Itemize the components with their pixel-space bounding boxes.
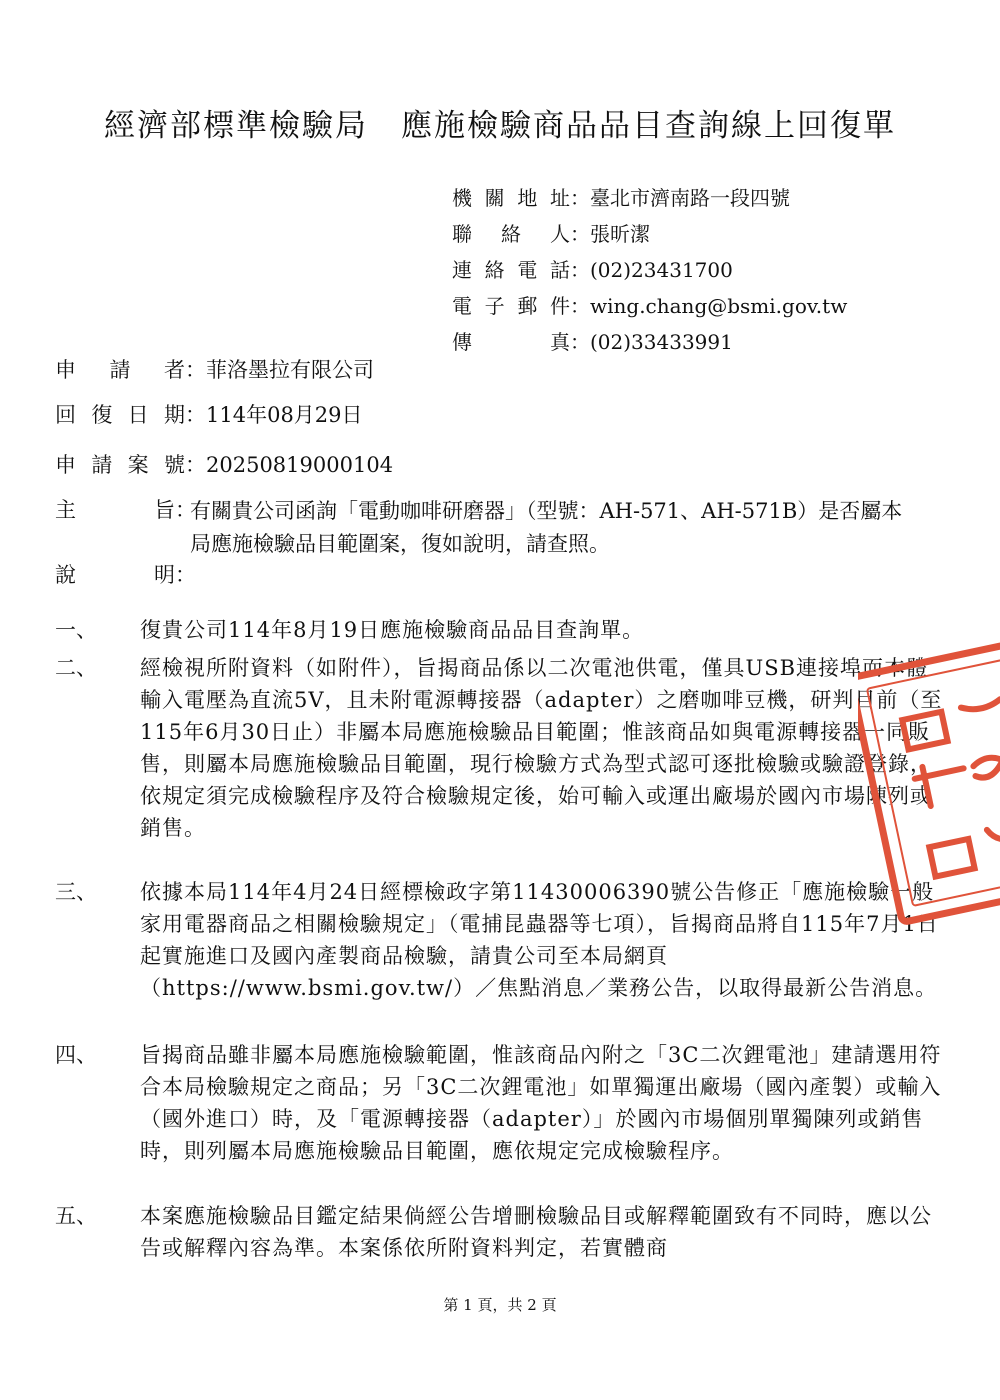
- subject-colon: ：: [175, 498, 196, 522]
- page-number: 第 1 頁，共 2 頁: [443, 1296, 557, 1314]
- contact-value: ：wing.chang@bsmi.gov.tw: [570, 294, 848, 318]
- contact-label: 傳真: [452, 330, 570, 354]
- contact-row-phone: [452, 252, 847, 288]
- case-no-field: [55, 450, 393, 480]
- item-number: 二、: [55, 656, 97, 680]
- applicant-value: ：菲洛墨拉有限公司: [185, 358, 374, 382]
- explain-field: [55, 560, 196, 590]
- item-text: 復貴公司114年8月19日應施檢驗商品品目查詢單。: [140, 618, 645, 642]
- contact-value: ：臺北市濟南路一段四號: [570, 186, 790, 210]
- case-no-value: ：20250819000104: [185, 453, 394, 477]
- item-number: 一、: [55, 618, 97, 642]
- explain-label: 說明: [55, 563, 175, 587]
- explain-colon: ：: [175, 563, 196, 587]
- reply-date-field: [55, 400, 363, 430]
- contact-value: ：張昕潔: [570, 222, 650, 246]
- contact-label: 機關地址: [452, 186, 570, 210]
- contact-row-address: [452, 180, 847, 216]
- subject-label: 主旨: [55, 498, 175, 522]
- contact-row-person: [452, 216, 847, 252]
- item-text: 經檢視所附資料（如附件），旨揭商品係以二次電池供電，僅具USB連接埠而本體輸入電壓為直流5V，且未附電源轉接器（adapter）之磨咖啡豆機，研判目前（至115年6月30日止）非屬本局應施檢驗品目範圍；惟該商品如與電源轉接器一同販售，則屬本局應施檢驗品目範圍，現行檢驗方式為型式認可逐批檢驗或驗證登錄，依規定須完成檢驗程序及符合檢驗規定後，始可輸入或運出廠場於國內市場陳列或銷售。: [140, 656, 943, 840]
- contact-value: ：(02)23431700: [570, 258, 733, 282]
- subject-field: [55, 495, 196, 525]
- applicant-field: [55, 355, 374, 385]
- case-no-label: 申請案號: [55, 453, 185, 477]
- reply-date-value: ：114年08月29日: [185, 403, 363, 427]
- contact-value: ：(02)33433991: [570, 330, 733, 354]
- reply-date-label: 回復日期: [55, 403, 185, 427]
- item-number: 三、: [55, 880, 97, 904]
- applicant-label: 申請者: [55, 358, 185, 382]
- page-title: 經濟部標準檢驗局 應施檢驗商品品目查詢線上回復單: [104, 108, 896, 144]
- item-number: 五、: [55, 1204, 97, 1228]
- contact-block: [452, 180, 847, 360]
- item-text: 旨揭商品雖非屬本局應施檢驗範圍，惟該商品內附之「3C二次鋰電池」建請選用符合本局檢驗規定之商品；另「3C二次鋰電池」如單獨運出廠場（國內產製）或輸入（國外進口）時，及「電源轉接器（adapter）」於國內市場個別單獨陳列或銷售時，則列屬本局應施檢驗品目範圍，應依規定完成檢驗程序。: [140, 1043, 942, 1163]
- contact-label: 連絡電話: [452, 258, 570, 282]
- official-seal-stamp: [858, 640, 1000, 940]
- contact-label: 聯絡人: [452, 222, 570, 246]
- contact-label: 電子郵件: [452, 294, 570, 318]
- subject-text: 有關貴公司函詢「電動咖啡研磨器」（型號：AH-571、AH-571B）是否屬本局應施檢驗品目範圍案，復如說明，請查照。: [190, 499, 903, 556]
- item-text: 本案應施檢驗品目鑑定結果倘經公告增刪檢驗品目或解釋範圍致有不同時，應以公告或解釋內容為準。本案係依所附資料判定，若實體商: [140, 1204, 932, 1260]
- contact-row-fax: [452, 324, 847, 360]
- item-number: 四、: [55, 1043, 97, 1067]
- contact-row-email: [452, 288, 847, 324]
- item-text: 依據本局114年4月24日經標檢政字第11430006390號公告修正「應施檢驗一般家用電器商品之相關檢驗規定」（電捕昆蟲器等七項），旨揭商品將自115年7月1日起實施進口及國內產製商品檢驗，請貴公司至本局網頁（https://www.bsmi.gov.tw/）／焦點消息／業務公告，以取得最新公告消息。: [140, 880, 939, 1000]
- seal-border: [858, 640, 1000, 922]
